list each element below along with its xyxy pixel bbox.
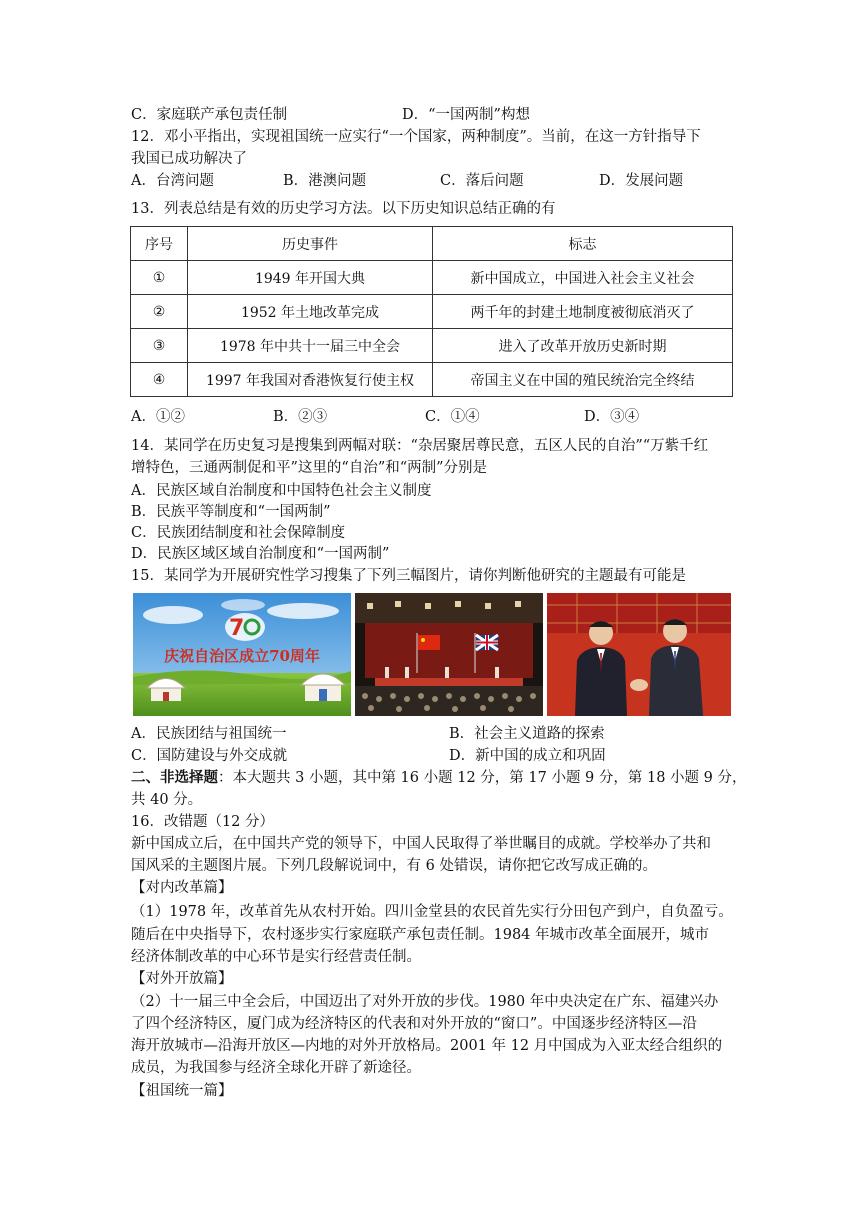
part2-intro-line1 <box>131 768 747 788</box>
q13-option-c: C．①④ <box>425 409 480 425</box>
q15-option-c: C．国防建设与外交成就 <box>131 748 288 764</box>
q16-paragraph1-line3: 经济体制改革的中心环节是实行经营责任制。 <box>131 949 421 965</box>
table-cell: 1952 年土地改革完成 <box>188 295 433 329</box>
table-row <box>131 295 733 329</box>
q16-paragraph1-line1: （1）1978 年，改革首先从农村开始。四川金堂县的农民首先实行分田包产到户，自负盈亏。 <box>131 904 733 920</box>
q12-option-a: A．台湾问题 <box>131 173 214 189</box>
q13-stem: 13．列表总结是有效的历史学习方法。以下历史知识总结正确的有 <box>131 201 556 217</box>
q14-option-d: D．民族区域区域自治制度和“一国两制” <box>131 546 390 562</box>
q15-option-d: D．新中国的成立和巩固 <box>449 748 606 764</box>
q15-photo-strip <box>133 593 731 716</box>
handover-ceremony-image <box>355 593 543 716</box>
section-title-reunification: 【祖国统一篇】 <box>131 1083 233 1099</box>
q16-paragraph2-line4: 成员，为我国参与经济全球化开辟了新途径。 <box>131 1060 421 1076</box>
q14-stem-line2: 增特色，三通两制促和平”这里的“自治”和“两制”分别是 <box>131 460 488 476</box>
table-cell: 新中国成立，中国进入社会主义社会 <box>433 261 733 295</box>
table-cell: 1997 年我国对香港恢复行使主权 <box>188 363 433 397</box>
q12-stem-line1: 12．邓小平指出，实现祖国统一应实行“一个国家，两种制度”。当前，在这一方针指导下 <box>131 129 701 145</box>
table-header-cell: 历史事件 <box>188 227 433 261</box>
handshake-image <box>547 593 731 716</box>
table-cell: 1949 年开国大典 <box>188 261 433 295</box>
section-title-reform: 【对内改革篇】 <box>131 880 233 896</box>
table-cell: 两千年的封建土地制度被彻底消灭了 <box>433 295 733 329</box>
table-row <box>131 363 733 397</box>
q12-option-c: C．落后问题 <box>440 173 524 189</box>
q14-stem-line1: 14．某同学在历史复习是搜集到两幅对联：“杂居聚居尊民意，五区人民的自治”“万紫千红 <box>131 438 709 454</box>
q16-paragraph2-line1: （2）十一届三中全会后，中国迈出了对外开放的步伐。1980 年中央决定在广东、福建兴办 <box>131 994 719 1010</box>
history-summary-table <box>130 226 733 397</box>
anniversary-banner-image <box>133 593 351 716</box>
part2-heading: 二、非选择题 <box>131 769 218 786</box>
section-title-opening: 【对外开放篇】 <box>131 971 233 987</box>
q16-paragraph2-line2: 了四个经济特区，厦门成为经济特区的代表和对外开放的“窗口”。中国逐步经济特区—沿 <box>131 1016 697 1032</box>
q16-intro-line2: 国风采的主题图片展。下列几段解说词中，有 6 处错误，请你把它改写成正确的。 <box>131 858 657 874</box>
q15-option-a: A．民族团结与祖国统一 <box>131 726 287 742</box>
q11-option-d: D．“一国两制”构想 <box>402 107 530 123</box>
q14-option-b: B．民族平等制度和“一国两制” <box>131 504 331 520</box>
table-header-cell: 标志 <box>433 227 733 261</box>
anniversary-emblem-icon <box>225 613 265 641</box>
q13-option-b: B．②③ <box>273 409 328 425</box>
table-header-cell: 序号 <box>131 227 188 261</box>
q12-stem-line2: 我国已成功解决了 <box>131 151 247 167</box>
q14-option-a: A．民族区域自治制度和中国特色社会主义制度 <box>131 483 432 499</box>
q14-option-c: C．民族团结制度和社会保障制度 <box>131 525 346 541</box>
q15-stem: 15．某同学为开展研究性学习搜集了下列三幅图片，请你判断他研究的主题最有可能是 <box>131 568 686 584</box>
table-cell: 1978 年中共十一届三中全会 <box>188 329 433 363</box>
q15-option-b: B．社会主义道路的探索 <box>449 726 605 742</box>
table-cell: 帝国主义在中国的殖民统治完全终结 <box>433 363 733 397</box>
table-row <box>131 329 733 363</box>
banner-text: 庆祝自治区成立70周年 <box>164 647 320 665</box>
q12-option-b: B．港澳问题 <box>283 173 367 189</box>
q16-paragraph2-line3: 海开放城市—沿海开放区—内地的对外开放格局。2001 年 12 月中国成为入亚太经合组织的 <box>131 1038 723 1054</box>
table-cell: ④ <box>131 363 188 397</box>
q12-option-d: D．发展问题 <box>599 173 684 189</box>
table-cell: 进入了改革开放历史新时期 <box>433 329 733 363</box>
q16-title: 16．改错题（12 分） <box>131 814 275 830</box>
q13-option-a: A．①② <box>131 409 185 425</box>
q16-intro-line1: 新中国成立后，在中国共产党的领导下，中国人民取得了举世瞩目的成就。学校举办了共和 <box>131 836 711 852</box>
table-cell: ③ <box>131 329 188 363</box>
table-row <box>131 261 733 295</box>
table-header-row <box>131 227 733 261</box>
part2-description: ：本大题共 3 小题，其中第 16 小题 12 分，第 17 小题 9 分，第 18 小题 9 分， <box>218 770 747 786</box>
q13-option-d: D．③④ <box>584 409 640 425</box>
table-cell: ② <box>131 295 188 329</box>
q16-paragraph1-line2: 随后在中央指导下，农村逐步实行家庭联产承包责任制。1984 年城市改革全面展开，城市 <box>131 927 710 943</box>
part2-intro-line2: 共 40 分。 <box>131 792 203 808</box>
handshake-icon <box>630 679 648 691</box>
q11-option-c: C．家庭联产承包责任制 <box>131 107 288 123</box>
table-cell: ① <box>131 261 188 295</box>
svg-text:7: 7 <box>229 616 245 641</box>
